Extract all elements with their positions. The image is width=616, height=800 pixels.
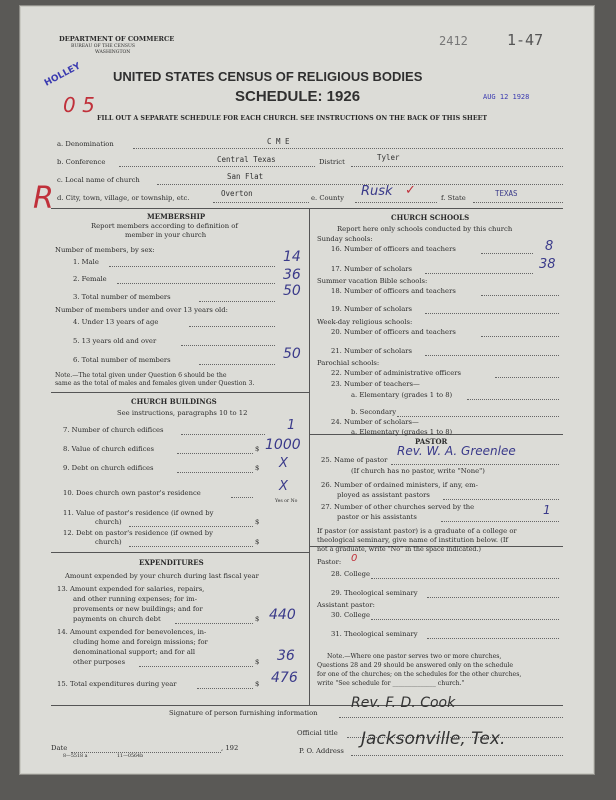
q27-value[interactable]: 1 [543, 503, 551, 517]
dollar-sign: $ [255, 445, 260, 453]
county-line [355, 202, 437, 203]
po-address-value[interactable]: Jacksonville, Tex. [361, 729, 506, 749]
district-line [351, 166, 563, 167]
date-label: Date [51, 744, 68, 752]
q23b-line [397, 416, 559, 417]
box-bottom-border [51, 705, 563, 706]
summer-schools-label: Summer vacation Bible schools: [317, 277, 428, 285]
buildings-title: CHURCH BUILDINGS [131, 397, 217, 406]
membership-intro-1: Report members according to definition of [91, 222, 238, 230]
q13-line-1: 13. Amount expended for salaries, repairs, [57, 585, 205, 593]
schools-title: CHURCH SCHOOLS [391, 213, 470, 222]
edifices-count-value[interactable]: 1 [287, 418, 296, 433]
q17-value[interactable]: 38 [539, 257, 556, 272]
department-label: DEPARTMENT OF COMMERCE [59, 35, 175, 43]
expenditures-subtitle: Amount expended by your church during last fiscal year [65, 572, 259, 580]
grad-note-2: theological seminary, give name of institution below. (If [317, 536, 509, 544]
conference-line [119, 166, 315, 167]
q25-note: (If church has no pastor, write "None") [351, 467, 485, 475]
total-members-2-line [199, 364, 275, 365]
signature-label: Signature of person furnishing information [169, 709, 318, 717]
po-address-label: P. O. Address [299, 747, 344, 755]
city-town-value[interactable]: Overton [221, 189, 253, 198]
q18-line [481, 295, 559, 296]
parochial-schools-label: Parochial schools: [317, 359, 380, 367]
q27-label-1: 27. Number of other churches served by the [321, 503, 475, 511]
q21-label: 21. Number of scholars [331, 347, 413, 355]
owns-residence-label: 10. Does church own pastor's residence [63, 489, 201, 497]
q14-line [139, 666, 253, 667]
pastor-note-2: Questions 28 and 29 should be answered only on the schedule [317, 662, 514, 669]
box-top-border [51, 208, 563, 209]
expenditures-title: EXPENDITURES [139, 558, 204, 567]
residence-value-label-2: church) [95, 518, 122, 526]
conference-value[interactable]: Central Texas [217, 155, 276, 164]
state-line [473, 202, 563, 203]
q17-label: 17. Number of scholars [331, 265, 413, 273]
form-number: 8—5518 a [63, 754, 88, 759]
census-schedule-sheet [20, 6, 594, 774]
total-members-label: 3. Total number of members [73, 293, 171, 301]
q28-line [371, 578, 559, 579]
edifices-debt-label: 9. Debt on church edifices [63, 464, 154, 472]
residence-value-label: 11. Value of pastor's residence (if owned by [63, 509, 214, 517]
q23b-label: b. Secondary [351, 408, 397, 416]
po-address-line [351, 755, 563, 756]
q19-label: 19. Number of scholars [331, 305, 413, 313]
received-date-stamp: AUG 12 1928 [483, 93, 530, 101]
membership-title: MEMBERSHIP [147, 212, 206, 221]
q17-line [425, 273, 533, 274]
q23-label: 23. Number of teachers— [331, 380, 420, 388]
q18-label: 18. Number of officers and teachers [331, 287, 456, 295]
edifices-value-label: 8. Value of church edifices [63, 445, 155, 453]
total-members-2-value[interactable]: 50 [283, 346, 301, 362]
local-name-label: c. Local name of church [57, 176, 140, 184]
column-divider [309, 208, 310, 706]
buildings-bottom-border [51, 552, 309, 553]
q14-value[interactable]: 36 [277, 648, 295, 664]
q23a-line [467, 399, 559, 400]
q22-label: 22. Number of administrative officers [331, 369, 461, 377]
dollar-sign: $ [255, 615, 260, 623]
q31-line [427, 638, 559, 639]
q26-label-1: 26. Number of ordained ministers, if any, em- [321, 481, 478, 489]
q13-line [175, 623, 253, 624]
q14-line-2: cluding home and foreign missions; for [73, 638, 208, 646]
schedule-title: SCHEDULE: 1926 [235, 88, 361, 105]
edifices-count-line [181, 434, 265, 435]
red-check-mark: ✓ [405, 183, 416, 198]
pastor-note-1: Note.—Where one pastor serves two or more churches, [327, 653, 502, 660]
official-title-label: Official title [297, 729, 338, 737]
district-label: District [319, 158, 345, 166]
q24a-label: a. Elementary (grades 1 to 8) [351, 428, 453, 436]
membership-intro-2: member in your church [125, 231, 207, 239]
male-value[interactable]: 14 [283, 249, 301, 265]
residence-debt-label-2: church) [95, 538, 122, 546]
weekday-schools-label: Week-day religious schools: [317, 318, 413, 326]
residence-debt-line [129, 546, 253, 547]
city-town-label: d. City, town, village, or township, etc. [57, 194, 190, 202]
form-number-2: 11—0564b [117, 754, 144, 759]
membership-note-1: Note.—The total given under Question 6 should be the [55, 372, 227, 379]
schools-intro: Report here only schools conducted by this church [337, 225, 513, 233]
q19-line [425, 313, 559, 314]
dollar-sign: $ [255, 538, 260, 546]
q22-line [495, 377, 559, 378]
q16-label: 16. Number of officers and teachers [331, 245, 456, 253]
assistant-pastor-label: Assistant pastor: [317, 601, 375, 609]
county-value[interactable]: Rusk [361, 184, 393, 199]
owns-residence-value[interactable]: X [279, 479, 288, 494]
membership-bottom-border [51, 392, 309, 393]
dollar-sign: $ [255, 680, 260, 688]
q30-label: 30. College [331, 611, 371, 619]
q20-line [481, 336, 559, 337]
date-year: , 192 [221, 744, 239, 752]
county-label: e. County [311, 194, 344, 202]
denomination-value[interactable]: C M E [267, 137, 290, 146]
signature-value[interactable]: Rev. F. D. Cook [351, 695, 456, 711]
local-name-value[interactable]: San Flat [227, 172, 264, 181]
q23a-label: a. Elementary (grades 1 to 8) [351, 391, 453, 399]
q25-value[interactable]: Rev. W. A. Greenlee [397, 444, 516, 458]
q27-label-2: pastor or his assistants [337, 513, 417, 521]
total-members-value[interactable]: 50 [283, 283, 301, 299]
over-13-line [181, 345, 275, 346]
edifices-debt-line [177, 472, 253, 473]
q30-line [371, 619, 559, 620]
pastor-grad-label: Pastor: [317, 558, 342, 566]
state-value[interactable]: TEXAS [495, 189, 518, 198]
edifices-value-line [177, 453, 253, 454]
edifices-debt-value[interactable]: X [279, 456, 288, 471]
by-age-label: Number of members under and over 13 years old: [55, 306, 228, 314]
q20-label: 20. Number of officers and teachers [331, 328, 456, 336]
female-label: 2. Female [73, 275, 107, 283]
over-13-label: 5. 13 years old and over [73, 337, 157, 345]
conference-label: b. Conference [57, 158, 106, 166]
q13-line-4: payments on church debt [73, 615, 161, 623]
q15-value[interactable]: 476 [271, 670, 298, 686]
q14-line-4: other purposes [73, 658, 126, 666]
edifices-value-value[interactable]: 1000 [265, 437, 301, 453]
q14-line-3: denominational support; and for all [73, 648, 196, 656]
by-sex-label: Number of members, by sex: [55, 246, 155, 254]
pastor-note-3: for one of the churches; on the schedules for the other churches, [317, 671, 522, 678]
q28-label: 28. College [331, 570, 371, 578]
q31-label: 31. Theological seminary [331, 630, 418, 638]
margin-mark: R [33, 181, 54, 216]
yes-no-caption: Yes or No [275, 499, 298, 504]
district-value[interactable]: Tyler [377, 153, 400, 162]
denomination-line [133, 148, 563, 149]
q13-line-2: and other running expenses; for im- [73, 595, 198, 603]
buildings-subtitle: See instructions, paragraphs 10 to 12 [117, 409, 248, 417]
grad-note-3: not a graduate, write "No" in the space indicated.) [317, 545, 482, 553]
q15-line [197, 688, 253, 689]
q29-label: 29. Theological seminary [331, 589, 418, 597]
local-name-line [157, 184, 563, 185]
total-members-2-label: 6. Total number of members [73, 356, 171, 364]
name-stamp: HOLLEY [42, 61, 83, 89]
q26-label-2: ployed as assistant pastors [337, 491, 430, 499]
total-members-line [199, 301, 275, 302]
instruction-line: FILL OUT A SEPARATE SCHEDULE FOR EACH CHURCH. SEE INSTRUCTIONS ON THE BACK OF THIS SHEET [97, 115, 488, 122]
q24-label: 24. Number of scholars— [331, 418, 419, 426]
dollar-sign: $ [255, 658, 260, 666]
dollar-sign: $ [255, 464, 260, 472]
female-value[interactable]: 36 [283, 267, 301, 283]
q29-line [427, 597, 559, 598]
pastor-grad-mark: 0 [351, 553, 358, 564]
state-label: f. State [441, 194, 466, 202]
signature-line [339, 717, 563, 718]
q15-label: 15. Total expenditures during year [57, 680, 177, 688]
membership-note-2: same as the total of males and females given under Question 3. [55, 380, 255, 387]
file-code: 1-47 [507, 31, 544, 49]
q25-label: 25. Name of pastor [321, 456, 388, 464]
residence-debt-label: 12. Debt on pastor's residence (if owned by [63, 529, 213, 537]
sunday-schools-label: Sunday schools: [317, 235, 373, 243]
owns-residence-line [231, 497, 253, 498]
male-label: 1. Male [73, 258, 99, 266]
form-title: UNITED STATES CENSUS OF RELIGIOUS BODIES [113, 69, 423, 84]
pastor-title: PASTOR [415, 437, 448, 446]
edifices-count-label: 7. Number of church edifices [63, 426, 164, 434]
q13-line-3: provements or new buildings; and for [73, 605, 203, 613]
q16-line [481, 253, 533, 254]
dollar-sign: $ [255, 518, 260, 526]
under-13-line [189, 326, 275, 327]
grad-note-1: If pastor (or assistant pastor) is a graduate of a college or [317, 527, 517, 535]
q13-value[interactable]: 440 [269, 607, 296, 623]
q25-line [391, 464, 559, 465]
bureau-label: BUREAU OF THE CENSUS [71, 44, 136, 49]
city-town-line [213, 202, 309, 203]
denomination-label: a. Denomination [57, 140, 114, 148]
q27-line [441, 521, 559, 522]
city-label: WASHINGTON [95, 50, 131, 55]
q26-line [443, 499, 559, 500]
residence-value-line [129, 526, 253, 527]
handwritten-code: 0 5 [63, 93, 95, 117]
pastor-note-4: write "See schedule for ______________ church." [317, 680, 465, 687]
q16-value[interactable]: 8 [545, 239, 554, 254]
stamp-number: 2412 [439, 34, 468, 48]
date-line [71, 752, 221, 753]
male-line [109, 266, 275, 267]
q14-line-1: 14. Amount expended for benevolences, in- [57, 628, 207, 636]
q21-line [425, 355, 559, 356]
under-13-label: 4. Under 13 years of age [73, 318, 159, 326]
female-line [117, 283, 275, 284]
